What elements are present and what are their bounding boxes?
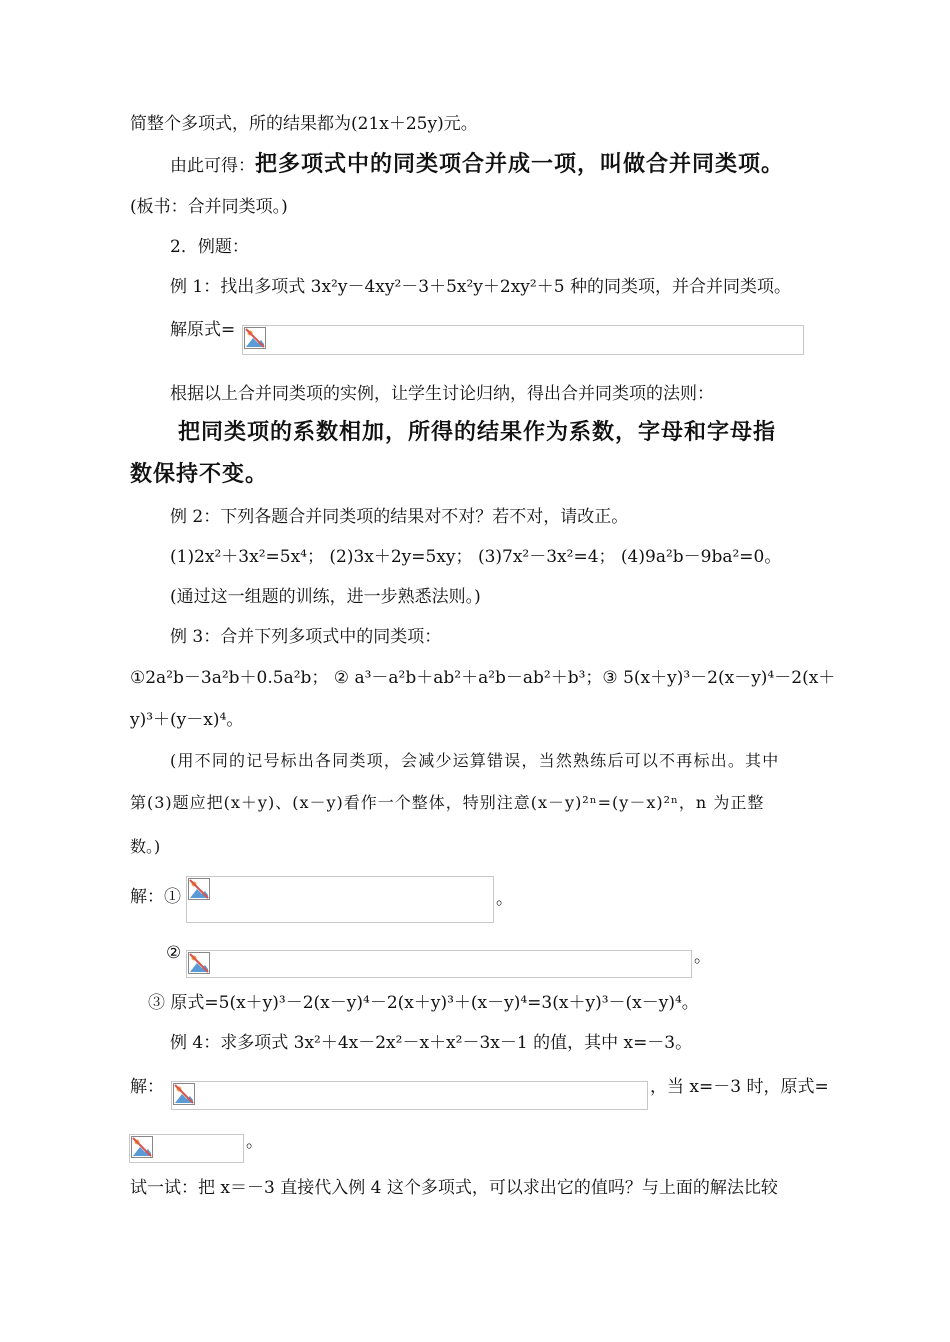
example-2: 例 2：下列各题合并同类项的结果对不对？若不对，请改正。	[170, 507, 629, 527]
example-2-note: (通过这一组题的训练，进一步熟悉法则。)	[170, 587, 481, 607]
definition-line	[170, 150, 784, 180]
solution-label-1: 解原式=	[170, 320, 236, 340]
broken-image-icon	[188, 952, 210, 974]
rule-bold-1: 把同类项的系数相加，所得的结果作为系数，字母和字母指	[178, 420, 777, 445]
solution-mid-4: ，当 x=－3 时，原式=	[650, 1077, 829, 1097]
try-it-line: 试一试：把 x＝－3 直接代入例 4 这个多项式，可以求出它的值吗？与上面的解法比较	[130, 1178, 778, 1198]
solution-3c: ③ 原式=5(x＋y)³－2(x－y)⁴－2(x＋y)³＋(x－y)⁴=3(x＋y)³－(x－y)⁴。	[148, 993, 699, 1013]
example-3-items: ①2a²b－3a²b＋0.5a²b； ② a³－a²b＋ab²＋a²b－ab²＋b³；③ 5(x＋y)³－2(x－y)⁴－2(x＋	[130, 668, 836, 688]
broken-image-icon	[173, 1083, 195, 1105]
rule-bold-2: 数保持不变。	[130, 462, 269, 487]
formula-image-4	[171, 1081, 648, 1110]
text-line-1: 简整个多项式，所的结果都为(21x＋25y)元。	[130, 114, 478, 134]
example-3-items-cont: y)³＋(y－x)⁴。	[130, 710, 244, 730]
note-line-3: 数。)	[130, 837, 161, 856]
example-2-items: (1)2x²＋3x²=5x⁴； (2)3x＋2y=5xy； (3)7x²－3x²=4； (4)9a²b－9ba²=0。	[170, 547, 782, 567]
solution-label-4: 解：	[130, 1077, 164, 1097]
example-1: 例 1：找出多项式 3x²y－4xy²－3＋5x²y＋2xy²＋5 种的同类项，并合并同类项。	[170, 277, 791, 297]
board-note: (板书：合并同类项。)	[130, 197, 288, 217]
section-examples: 2．例题：	[170, 237, 249, 257]
example-3: 例 3：合并下列多项式中的同类项：	[170, 627, 442, 647]
definition-prefix: 由此可得：	[170, 156, 255, 176]
solution-label-3a: 解：①	[130, 887, 181, 907]
solution-end-4: 。	[246, 1132, 263, 1152]
formula-image-2	[186, 876, 494, 923]
broken-image-icon	[188, 878, 210, 900]
formula-image-3	[186, 950, 692, 978]
formula-image-5	[129, 1134, 244, 1163]
note-line-2: 第(3)题应把(x＋y)、(x－y)看作一个整体，特别注意(x－y)²ⁿ=(y－x)²ⁿ，n 为正整	[130, 793, 765, 812]
definition-bold: 把多项式中的同类项合并成一项，叫做合并同类项。	[255, 152, 785, 177]
broken-image-icon	[244, 327, 266, 349]
broken-image-icon	[131, 1136, 153, 1158]
example-4: 例 4：求多项式 3x²＋4x－2x²－x＋x²－3x－1 的值，其中 x=－3。	[170, 1033, 693, 1053]
rule-intro: 根据以上合并同类项的实例，让学生讨论归纳，得出合并同类项的法则：	[170, 384, 714, 404]
solution-end-3b: 。	[694, 947, 711, 967]
note-line-1: (用不同的记号标出各同类项，会减少运算错误，当然熟练后可以不再标出。其中	[170, 751, 780, 770]
solution-end-3a: 。	[496, 889, 513, 909]
formula-image-1	[242, 325, 804, 355]
solution-label-3b: ②	[166, 943, 182, 963]
